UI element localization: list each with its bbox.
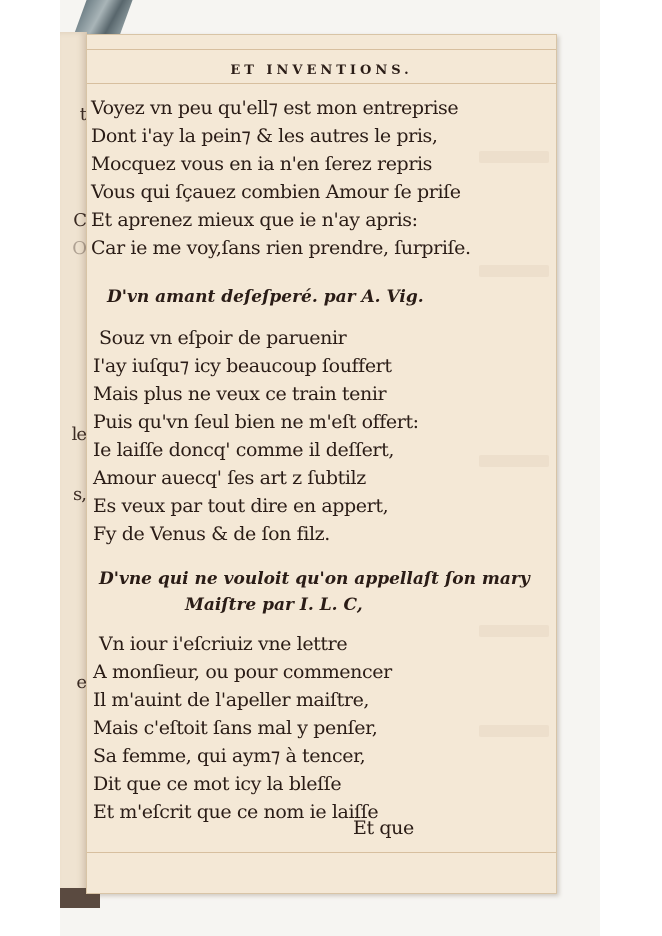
show-through-mark — [479, 151, 549, 163]
facing-page-fragment: O — [72, 238, 86, 259]
verse-line: Mais c'eſtoit ſans mal y penſer, — [93, 717, 378, 739]
poem-title: D'vn amant deſeſperé. par A. Vig. — [107, 287, 424, 307]
head-rule — [87, 83, 556, 84]
verse-line: Amour auecq' ſes art z ſubtilz — [93, 467, 366, 489]
facing-page-fragment: s, — [73, 484, 86, 505]
verse-line: Dit que ce mot icy la bleſſe — [93, 773, 342, 795]
verse-line: Vn iour i'eſcriuiz vne lettre — [99, 633, 348, 655]
verse-line: Et m'eſcrit que ce nom ie laiſſe — [93, 801, 379, 823]
bottom-rule — [87, 852, 556, 853]
verse-line: Car ie me voy,ſans rien prendre, ſurpriſe. — [91, 237, 471, 259]
show-through-mark — [479, 265, 549, 277]
verse-line: Dont i'ay la pein⁊ & les autres le pris, — [91, 125, 438, 147]
book-page — [86, 34, 557, 894]
verse-line: Et aprenez mieux que ie n'ay apris: — [91, 209, 418, 231]
poem-title: D'vne qui ne vouloit qu'on appellaſt ſon mary — [99, 569, 530, 589]
verse-line: Sa femme, qui aym⁊ à tencer, — [93, 745, 366, 767]
verse-line: Fy de Venus & de ſon filz. — [93, 523, 330, 545]
catchword: Et que — [353, 817, 414, 839]
verse-line: Il m'auint de l'apeller maiſtre, — [93, 689, 370, 711]
facing-page-fragment: le — [71, 424, 86, 445]
show-through-mark — [479, 725, 549, 737]
verse-line: Ie laiſſe doncq' comme il deſſert, — [93, 439, 394, 461]
verse-line: Es veux par tout dire en appert, — [93, 495, 389, 517]
show-through-mark — [479, 625, 549, 637]
verse-line: I'ay iuſqu⁊ icy beaucoup ſouffert — [93, 355, 392, 377]
facing-page-fragment: e — [76, 672, 86, 693]
top-rule — [87, 49, 556, 50]
verse-line: Vous qui ſçauez combien Amour ſe priſe — [91, 181, 461, 203]
running-head: ET INVENTIONS. — [230, 63, 413, 78]
show-through-mark — [479, 455, 549, 467]
verse-line: Souz vn eſpoir de paruenir — [99, 327, 347, 349]
poem-title-attribution: Maiſtre par I. L. C, — [185, 595, 363, 615]
verse-line: Mocquez vous en ia n'en ſerez repris — [91, 153, 433, 175]
verse-line: Puis qu'vn ſeul bien ne m'eſt offert: — [93, 411, 419, 433]
verse-line: A monſieur, ou pour commencer — [93, 661, 392, 683]
verse-line: Mais plus ne veux ce train tenir — [93, 383, 387, 405]
facing-page-edge — [60, 32, 87, 892]
facing-page-fragment: t — [79, 104, 86, 125]
facing-page-fragment: C — [73, 210, 86, 231]
verse-line: Voyez vn peu qu'ell⁊ est mon entreprise — [91, 97, 459, 119]
